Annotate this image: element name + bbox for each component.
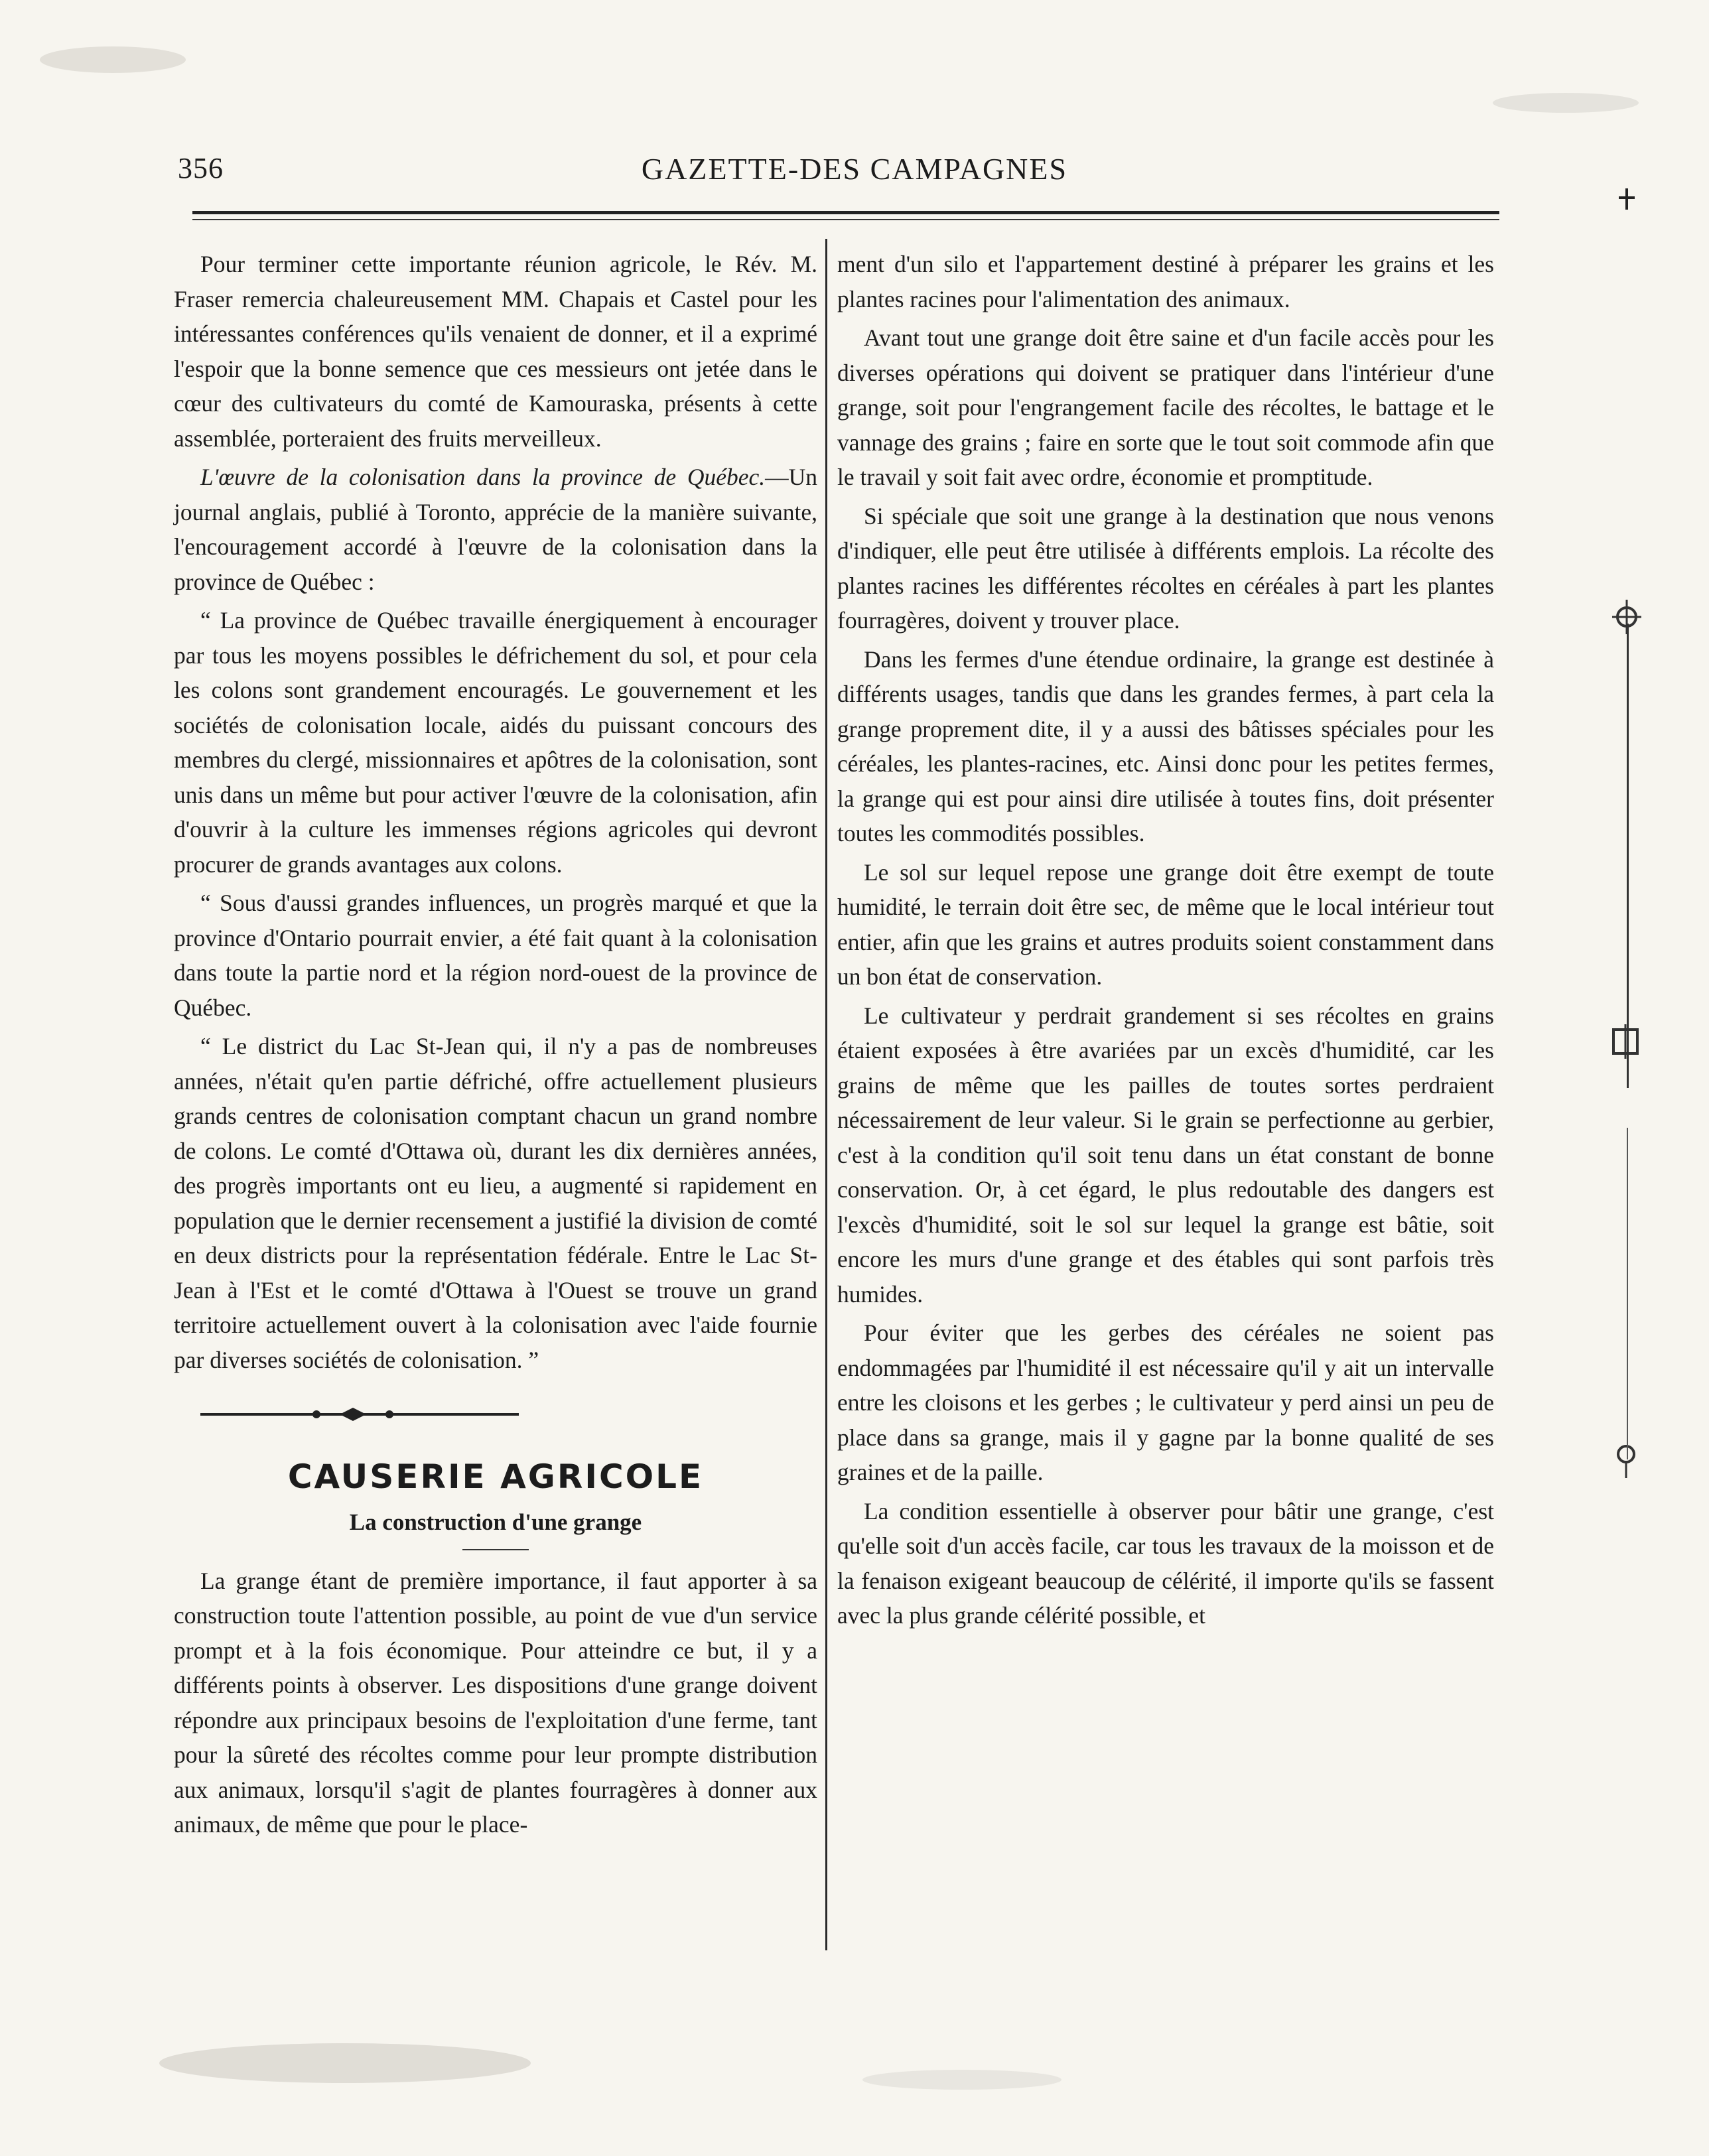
header-rule-thin bbox=[192, 219, 1499, 220]
paragraph-colonisation bbox=[174, 460, 817, 599]
paragraph-text: —Un journal anglais, publié à Toronto, apprécie de la manière suivante, l'encouragement accordé à l'œuvre de la colonisation dans la province de Québec : bbox=[174, 464, 817, 595]
page-number: 356 bbox=[178, 152, 224, 184]
paragraph: Dans les fermes d'une étendue ordinaire, la grange est destinée à différents usages, tandis que dans les grandes fermes, à part cela la grange proprement dite, il y a aussi des bâtisses spéciales pour les céréales, les plantes-racines, etc. Ainsi donc pour les petites fermes, la grange qui est pour ainsi dire utilisée à toutes fins, doit présenter toutes les commodités possibles. bbox=[837, 645, 1494, 846]
subtitle-rule bbox=[462, 1549, 529, 1550]
paragraph: Pour terminer cette importante réunion agricole, le Rév. M. Fraser remercia chaleureusement MM. Chapais et Castel pour les intéressantes conférences qu'ils venaient de donner, et il a exprimé l'espoir que la bonne semence que ces messieurs ont jetée dans le cœur des cultivateurs du comté de Kamouraska, présents à cette assemblée, porteraient des fruits merveilleux. bbox=[174, 251, 817, 452]
header-rule-thick bbox=[192, 211, 1499, 214]
section-title: CAUSERIE AGRICOLE bbox=[287, 1457, 704, 1496]
paragraph: La grange étant de première importance, il faut apporter à sa construction toute l'attention possible, au point de vue d'un service prompt et à la fois économique. Pour atteindre ce but, il y a différents points à observer. Les dispositions d'une grange doivent répondre aux principaux besoins de l'exploitation d'une ferme, tant pour la sûreté des récoltes comme pour leur prompte distribution aux animaux, lorsqu'il s'agit de plantes fourragères à donner aux animaux, de même que pour le place- bbox=[174, 1567, 817, 1838]
quote-paragraph: “ La province de Québec travaille énergiquement à encourager par tous les moyens possibles le défrichement du sol, et pour cela les colons sont grandement encouragés. Le gouvernement et les sociétés de colonisation locale, aidés du puissant concours des membres du clergé, missionnaires et apôtres de la colonisation, sont unis dans un même but pour activer l'œuvre de la colonisation, afin d'ouvrir à la culture les immenses régions agricoles qui devront procurer de grands avantages aux colons. bbox=[174, 607, 817, 878]
running-title: GAZETTE-DES CAMPAGNES bbox=[641, 152, 1068, 186]
right-column bbox=[837, 247, 1494, 1637]
italic-heading: L'œuvre de la colonisation dans la province de Québec. bbox=[200, 464, 766, 490]
paragraph: Avant tout une grange doit être saine et d'un facile accès pour les diverses opérations qui doivent se pratiquer dans l'intérieur d'une grange, soit pour l'engrangement facile des récoltes, le battage et le vannage des grains ; faire en sorte que le tout soit commode afin que le travail y soit fait avec ordre, économie et promptitude. bbox=[837, 324, 1494, 490]
flourish-icon-3 bbox=[1609, 1440, 1643, 1479]
paragraph: Le sol sur lequel repose une grange doit être exempt de toute humidité, le terrain doit être sec, de même que le local intérieur tout entier, afin que les grains et autres produits soient constamment dans un bon état de conservation. bbox=[837, 858, 1494, 990]
paragraph: Si spéciale que soit une grange à la destination que nous venons d'indiquer, elle peut être utilisée à différents emplois. La récolte des plantes racines les différentes récoltes en céréales à part les plantes fourragères, doivent y trouver place. bbox=[837, 502, 1494, 634]
column-divider bbox=[825, 239, 827, 1950]
quote-paragraph: “ Sous d'aussi grandes influences, un progrès marqué et que la province d'Ontario pourrait envier, a été fait quant à la colonisation dans toute la partie nord et la région nord-ouest de la province de Québec. bbox=[174, 890, 817, 1021]
flourish-icon-2 bbox=[1606, 1022, 1645, 1061]
paragraph: Le cultivateur y perdrait grandement si ses récoltes en grains étaient exposées à être avariées par un excès d'humidité, car les grains de même que les pailles de toutes sortes perdraient nécessairement de leur valeur. Si le grain se perfectionne au gerbier, c'est à la condition qu'il soit tenu dans un état constant de bonne conservation. Or, à cet égard, le plus redoutable des dangers est l'excès d'humidité, soit le sol sur lequel la grange est bâtie, soit encore les murs d'une grange et des étables qui sont parfois très humides. bbox=[837, 1002, 1494, 1308]
paragraph: ment d'un silo et l'appartement destiné à préparer les grains et les plantes racines pour l'alimentation des animaux. bbox=[837, 251, 1494, 312]
section-divider-ornament bbox=[174, 1401, 545, 1428]
paragraph: Pour éviter que les gerbes des céréales ne soient pas endommagées par l'humidité il est nécessaire qu'il y ait un intervalle entre les cloisons et les gerbes ; le cultivateur y perd ainsi un peu de place dans sa grange, mais il y gagne par la bonne qualité de ses graines et de la paille. bbox=[837, 1319, 1494, 1485]
section-subtitle: La construction d'une grange bbox=[349, 1509, 642, 1535]
paragraph: La condition essentielle à observer pour bâtir une grange, c'est qu'elle soit d'un accès facile, car tous les travaux de la moisson et de la fenaison exigeant beaucoup de célérité, il importe qu'ils se fassent avec la plus grande célérité possible, et bbox=[837, 1497, 1494, 1629]
left-column bbox=[174, 247, 817, 1846]
margin-mark-icon bbox=[1613, 186, 1640, 212]
quote-paragraph: “ Le district du Lac St-Jean qui, il n'y a pas de nombreuses années, n'était qu'en partie défriché, offre actuellement plusieurs grands centres de colonisation comptant chacun un grand nombre de colons. Le comté d'Ottawa où, durant les dix dernières années, des progrès importants ont eu lieu, a augmenté si rapidement en population que le dernier recensement a justifié la division de comté en deux districts pour la représentation fédérale. Entre le Lac St-Jean à l'Est et le comté d'Ottawa à l'Ouest se trouve un grand territoire actuellement ouvert à la colonisation avec l'aide fournie par diverses sociétés de colonisation. ” bbox=[174, 1033, 818, 1373]
